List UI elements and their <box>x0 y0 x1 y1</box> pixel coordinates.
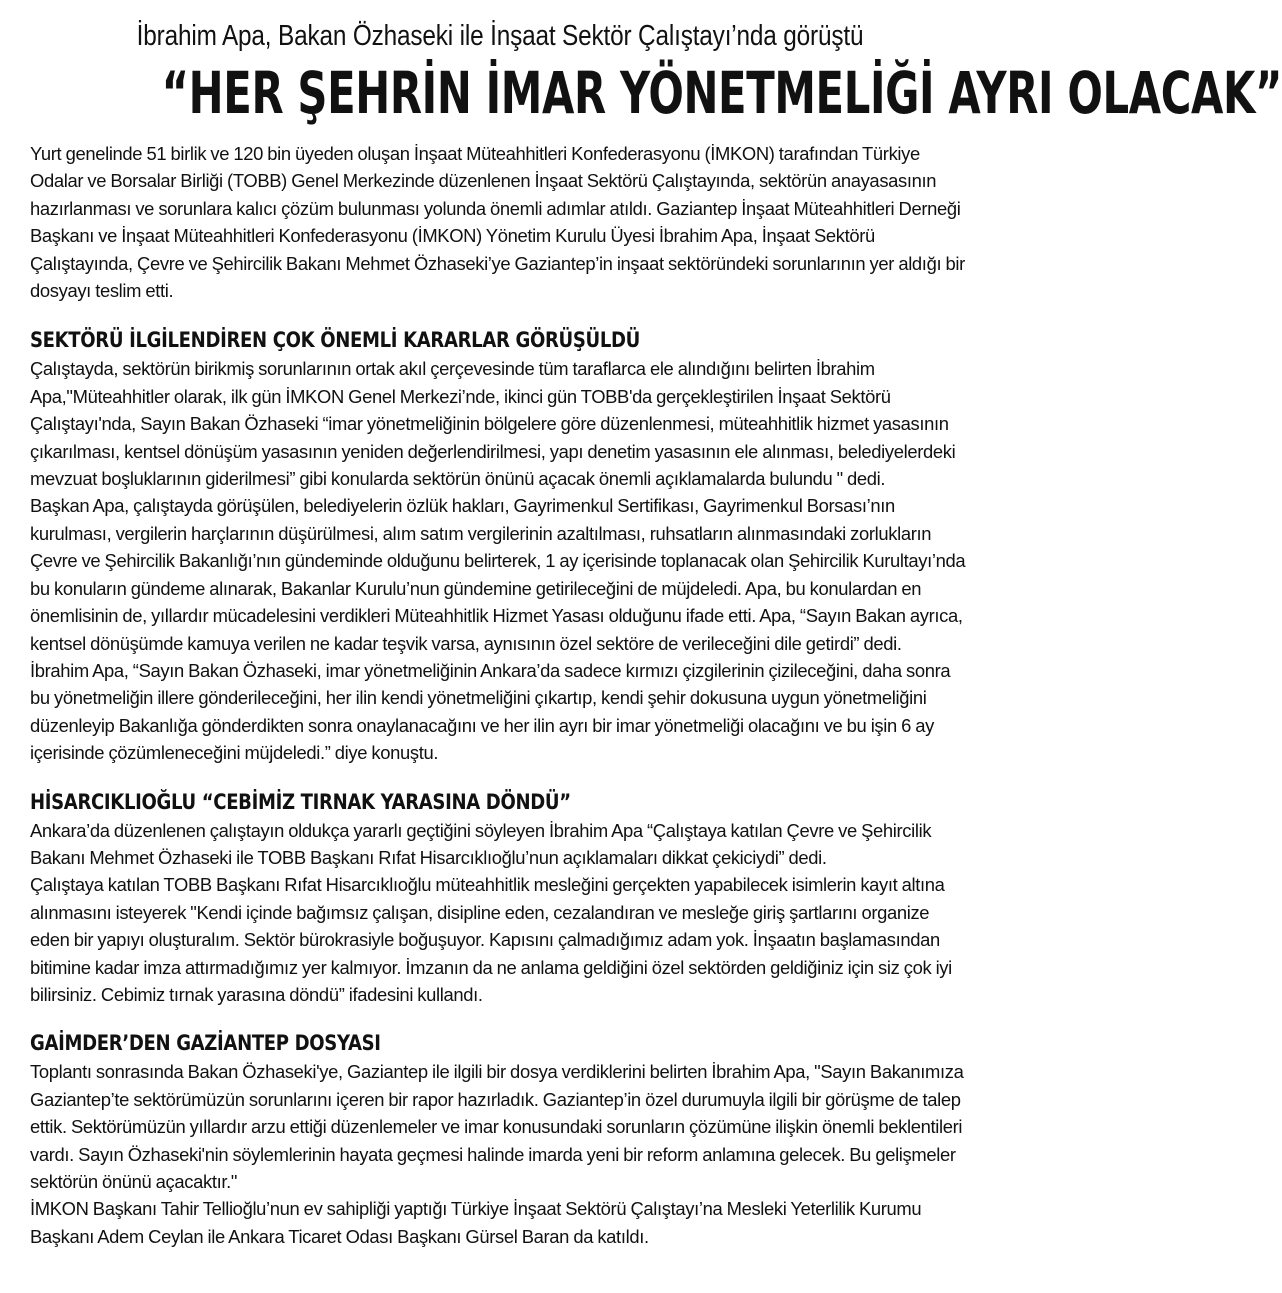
article-paragraph: Çalıştayda, sektörün birikmiş sorunlarının ortak akıl çerçevesinde tüm taraflarca ele alındığını belirten İbrahim Apa,"Müteahhitler olarak, ilk gün İMKON Genel Merkezi’nde, ikinci gün TOBB'da gerçekleştirilen İnşaat Sektörü Çalıştayı'nda, Sayın Bakan Özhaseki “imar yönetmeliğinin bölgelere göre düzenlenmesi, müteahhitlik hizmet yasasının çıkarılması, kentsel dönüşüm yasasının yeniden değerlendirilmesi, yapı denetim yasasının ele alınması, belediyelerdeki mevzuat boşluklarının giderilmesi” gibi konularda sektörün önünü açacak önemli açıklamalarda bulundu " dedi. <box>30 358 956 490</box>
article-paragraph: İbrahim Apa, “Sayın Bakan Özhaseki, imar yönetmeliğinin Ankara’da sadece kırmızı çizgilerinin çizileceğini, daha sonra bu yönetmeliğin illere gönderileceğini, her ilin kendi yönetmeliğini çıkartıp, kendi şehir dokusuna uygun yönetmeliğini düzenleyip Bakanlığa gönderdikten sonra onaylanacağını ve her ilin ayrı bir imar yönetmeliği olacağını ve bu işin 6 ay içerisinde çözümleneceğini müjdeledi.” diye konuştu. <box>30 659 951 764</box>
section-title-gaimder: GAİMDER’DEN GAZİANTEP DOSYASI <box>30 1031 381 1056</box>
article-paragraph: Ankara’da düzenlenen çalıştayın oldukça yararlı geçtiğini söyleyen İbrahim Apa “Çalıştaya katılan Çevre ve Şehircilik Bakanı Mehmet Özhaseki ile TOBB Başkanı Rıfat Hisarcıklıoğlu’nun açıklamaları dikkat çekiciydi” dedi. <box>30 819 932 868</box>
article-kicker: İbrahim Apa, Bakan Özhaseki ile İnşaat Sektör Çalıştayı’nda görüştü <box>136 20 864 52</box>
article-paragraph: Toplantı sonrasında Bakan Özhaseki'ye, Gaziantep ile ilgili bir dosya verdiklerini belirten İbrahim Apa, "Sayın Bakanımıza Gaziantep’te sektörümüzün sorunlarını içeren bir rapor hazırladık. Gaziantep’in özel durumuyla ilgili bir görüşme de talep ettik. Sektörümüzün yıllardır arzu ettiği düzenlemeler ve imar konusundaki sorunların çözümüne ilişkin önemli beklentileri vardı. Sayın Özhaseki'nin söylemlerinin hayata geçmesi halinde imarda yeni bir reform anlamına gelecek. Bu gelişmeler sektörün önünü açacaktır." <box>30 1061 964 1192</box>
article-paragraph: Çalıştaya katılan TOBB Başkanı Rıfat Hisarcıklıoğlu müteahhitlik mesleğini gerçekten yapabilecek isimlerin kayıt altına alınmasını isteyerek "Kendi içinde bağımsız çalışan, disipline eden, cezalandıran ve mesleğe giriş şartlarını organize eden bir yapıyı oluşturalım. Sektör bürokrasiyle boğuşuyor. Kapısını çalmadığımız adam yok. İnşaatın başlamasından bitimine kadar imza attırmadığımız yer kalmıyor. İmzanın da ne anlama geldiğini özel sektörden geldiğiniz için siz çok iyi bilirsiniz. Cebimiz tırnak yarasına döndü” ifadesini kullandı. <box>30 874 952 1005</box>
article-paragraph: Başkan Apa, çalıştayda görüşülen, belediyelerin özlük hakları, Gayrimenkul Sertifikası, Gayrimenkul Borsası’nın kurulması, vergilerin harçlarının düşürülmesi, alım satım vergilerinin azaltılması, ruhsatların alınmasındaki zorlukların Çevre ve Şehircilik Bakanlığı’nın gündeminde olduğunu belirterek, 1 ay içerisinde toplanacak olan Şehircilik Kurultayı’nda bu konuların gündeme alınarak, Bakanlar Kurulu’nun gündemine getirileceğini de müjdeledi. Apa, bu konulardan en önemlisinin de, yıllardır mücadelesini verdikleri Müteahhitlik Hizmet Yasası olduğunu ifade etti. Apa, “Sayın Bakan ayrıca, kentsel dönüşümde kamuya verilen ne kadar teşvik varsa, aynısının özel sektöre de verileceğini dile getirdi” dedi. <box>30 495 966 654</box>
article-lead-paragraph: Yurt genelinde 51 birlik ve 120 bin üyeden oluşan İnşaat Müteahhitleri Konfederasyonu (İMKON) tarafından Türkiye Odalar ve Borsalar Birliği (TOBB) Genel Merkezinde düzenlenen İnşaat Sektörü Çalıştayında, sektörün anayasasının hazırlanması ve sorunlara kalıcı çözüm bulunması yolunda önemli adımlar atıldı. Gaziantep İnşaat Müteahhitleri Derneği Başkanı ve İnşaat Müteahhitleri Konfederasyonu (İMKON) Yönetim Kurulu Üyesi İbrahim Apa, İnşaat Sektörü Çalıştayında, Çevre ve Şehircilik Bakanı Mehmet Özhaseki’ye Gaziantep’in inşaat sektöründeki sorunlarının yer aldığı bir dosyayı teslim etti. <box>30 143 965 302</box>
article-headline: “HER ŞEHRİN İMAR YÖNETMELİĞİ AYRI OLACAK” <box>161 59 1282 127</box>
section-title-hisarciklioglu: HİSARCIKLIOĞLU “CEBİMİZ TIRNAK YARASINA DÖNDÜ” <box>30 789 571 814</box>
article-paragraph: İMKON Başkanı Tahir Tellioğlu’nun ev sahipliği yaptığı Türkiye İnşaat Sektörü Çalıştayı’na Mesleki Yeterlilik Kurumu Başkanı Adem Ceylan ile Ankara Ticaret Odası Başkanı Gürsel Baran da katıldı. <box>30 1198 922 1247</box>
section-title-kararlar: SEKTÖRÜ İLGİLENDİREN ÇOK ÖNEMLİ KARARLAR GÖRÜŞÜLDÜ <box>30 328 640 353</box>
